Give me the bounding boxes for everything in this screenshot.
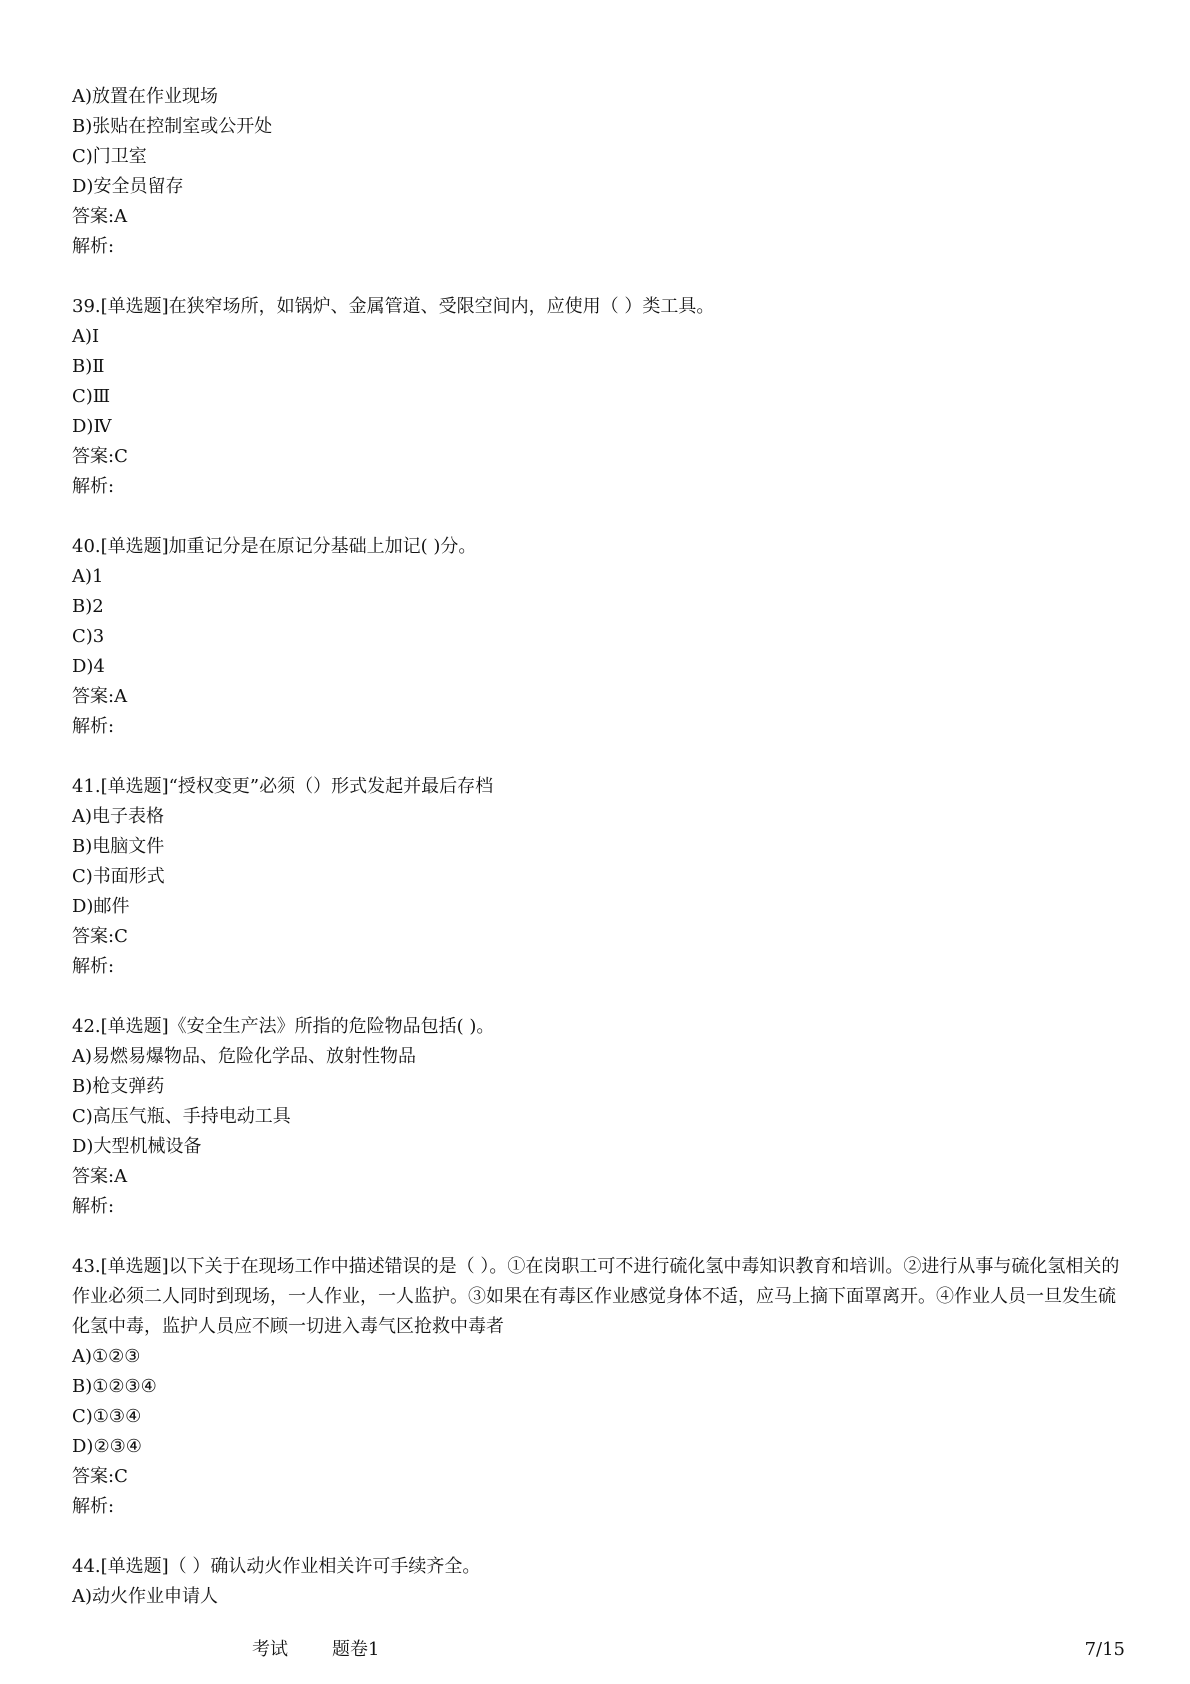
analysis: 解析: — [72, 236, 115, 257]
option-a: A)易燃易爆物品、危险化学品、放射性物品 — [72, 1046, 417, 1067]
option-a: A)电子表格 — [72, 806, 165, 827]
option-b: B)①②③④ — [72, 1376, 157, 1397]
answer: 答案:A — [72, 686, 128, 707]
question-stem: 42.[单选题]《安全生产法》所指的危险物品包括( )。 — [72, 1016, 495, 1037]
question-block — [72, 1012, 1122, 1222]
option-a: A)①②③ — [72, 1346, 141, 1367]
option-d: D)邮件 — [72, 896, 130, 917]
answer: 答案:C — [72, 446, 128, 467]
option-a: A)放置在作业现场 — [72, 86, 219, 107]
option-b: B)枪支弹药 — [72, 1076, 165, 1097]
page-number: 7/15 — [1084, 1639, 1125, 1660]
footer-paper-label: 题卷1 — [332, 1639, 380, 1660]
option-b: B)电脑文件 — [72, 836, 165, 857]
option-c: C)书面形式 — [72, 866, 165, 887]
option-a: A)1 — [72, 566, 104, 587]
answer: 答案:C — [72, 926, 128, 947]
option-b: B)Ⅱ — [72, 356, 105, 377]
option-d: D)安全员留存 — [72, 176, 184, 197]
analysis: 解析: — [72, 1496, 115, 1517]
question-block — [72, 292, 1122, 502]
option-c: C)门卫室 — [72, 146, 147, 167]
answer: 答案:A — [72, 1166, 128, 1187]
option-d: D)Ⅳ — [72, 416, 112, 437]
option-d: D)②③④ — [72, 1436, 142, 1457]
option-a: A)动火作业申请人 — [72, 1586, 219, 1607]
option-c: C)①③④ — [72, 1406, 142, 1427]
option-d: D)大型机械设备 — [72, 1136, 202, 1157]
analysis: 解析: — [72, 476, 115, 497]
page-footer — [0, 1635, 1190, 1665]
option-d: D)4 — [72, 656, 105, 677]
question-block — [72, 772, 1122, 982]
question-stem: 41.[单选题]“授权变更”必须（）形式发起并最后存档 — [72, 776, 494, 797]
question-stem: 39.[单选题]在狭窄场所，如锅炉、金属管道、受限空间内，应使用（ ）类工具。 — [72, 296, 715, 317]
answer: 答案:A — [72, 206, 128, 227]
option-a: A)Ⅰ — [72, 326, 100, 347]
question-stem: 44.[单选题]（ ）确认动火作业相关许可手续齐全。 — [72, 1556, 481, 1577]
option-b: B)2 — [72, 596, 104, 617]
question-block — [72, 82, 1122, 262]
analysis: 解析: — [72, 716, 115, 737]
option-b: B)张贴在控制室或公开处 — [72, 116, 273, 137]
question-block — [72, 532, 1122, 742]
analysis: 解析: — [72, 1196, 115, 1217]
question-block — [72, 1252, 1122, 1522]
question-stem: 43.[单选题]以下关于在现场工作中描述错误的是（ ）。①在岗职工可不进行硫化氢中毒知识教育和培训。②进行从事与硫化氢相关的作业必须二人同时到现场，一人作业，一人监护。③如果在有毒区作业感觉身体不适，应马上摘下面罩离开。④作业人员一旦发生硫化氢中毒，监护人员应不顾一切进入毒气区抢救中毒者 — [72, 1256, 1120, 1337]
question-block — [72, 1552, 1122, 1612]
answer: 答案:C — [72, 1466, 128, 1487]
option-c: C)3 — [72, 626, 105, 647]
analysis: 解析: — [72, 956, 115, 977]
option-c: C)Ⅲ — [72, 386, 111, 407]
document-body — [72, 82, 1122, 1642]
question-stem: 40.[单选题]加重记分是在原记分基础上加记( )分。 — [72, 536, 477, 557]
footer-exam-label: 考试 — [252, 1639, 288, 1660]
option-c: C)高压气瓶、手持电动工具 — [72, 1106, 291, 1127]
